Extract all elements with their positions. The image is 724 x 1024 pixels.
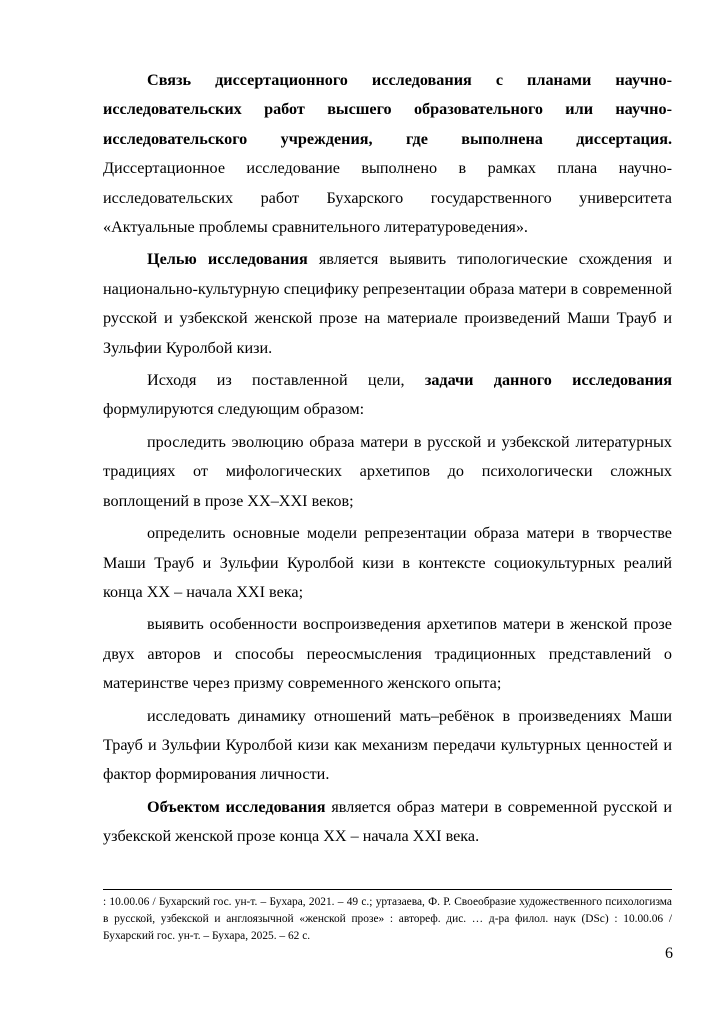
- heading-tasks: задачи данного исследования: [424, 371, 672, 390]
- heading-object: Объектом исследования: [147, 797, 326, 816]
- paragraph-text: является выявить типологические схождения и национально-культурную специфику репрезентации образа матери в современной русской и узбекской женской прозе на материале произведений Маши Трауб и Зульфии Куролбой кизи.: [103, 250, 672, 357]
- paragraph-goal: [103, 245, 672, 363]
- task-item-1: проследить эволюцию образа матери в русской и узбекской литературных традициях от мифологических архетипов до психологически сложных воплощений в прозе XX–XXI веков;: [103, 432, 672, 510]
- heading-research-link: Связь диссертационного исследования с планами научно-исследовательских работ высшего образовательного или научно-исследовательского учреждения, где выполнена диссертация.: [103, 71, 672, 148]
- paragraph-text: является образ матери в современной русской и узбекской женской прозе конца XX – начала XXI века.: [103, 797, 673, 846]
- heading-goal: Целью исследования: [147, 250, 308, 269]
- paragraph-text: Исходя из поставленной цели,: [147, 371, 425, 390]
- task-item-2: определить основные модели репрезентации образа матери в творчестве Маши Трауб и Зульфии Куролбой кизи в контексте социокультурных реалий конца XX – начала XXI века;: [103, 524, 672, 601]
- task-item-3: выявить особенности воспроизведения архетипов матери в женской прозе двух авторов и способы переосмысления традиционных представлений о материнстве через призму современного женского опыта;: [103, 615, 672, 693]
- paragraph-research-link: [103, 66, 672, 242]
- footnote-divider: [103, 889, 672, 890]
- page-number: 6: [665, 945, 673, 962]
- paragraph-text: формулируются следующим образом:: [103, 400, 365, 419]
- footnotes: [103, 894, 672, 945]
- footnote-text: : 10.00.06 / Бухарский гос. ун-т. – Бухара, 2021. – 49 с.; уртазаева, Ф. Р. Своеобразие художественного психологизма в русской, узбекской и англоязычной «женской прозе» : автореф. дис. … д-ра филол. наук (DSc) : 10.00.06 / Бухарский гос. ун-т. – Бухара, 2025. – 62 с.: [103, 896, 672, 942]
- paragraph-text: Диссертационное исследование выполнено в рамках плана научно-исследовательских работ Бухарского государственного университета «Актуальные проблемы сравнительного литературоведения».: [103, 159, 672, 237]
- paragraph-object: [103, 793, 672, 852]
- paragraph-tasks-intro: [103, 366, 672, 425]
- task-item-4: исследовать динамику отношений мать–ребёнок в произведениях Маши Трауб и Зульфии Куролбой кизи как механизм передачи культурных ценностей и фактор формирования личности.: [103, 706, 672, 784]
- body-text: [103, 66, 672, 852]
